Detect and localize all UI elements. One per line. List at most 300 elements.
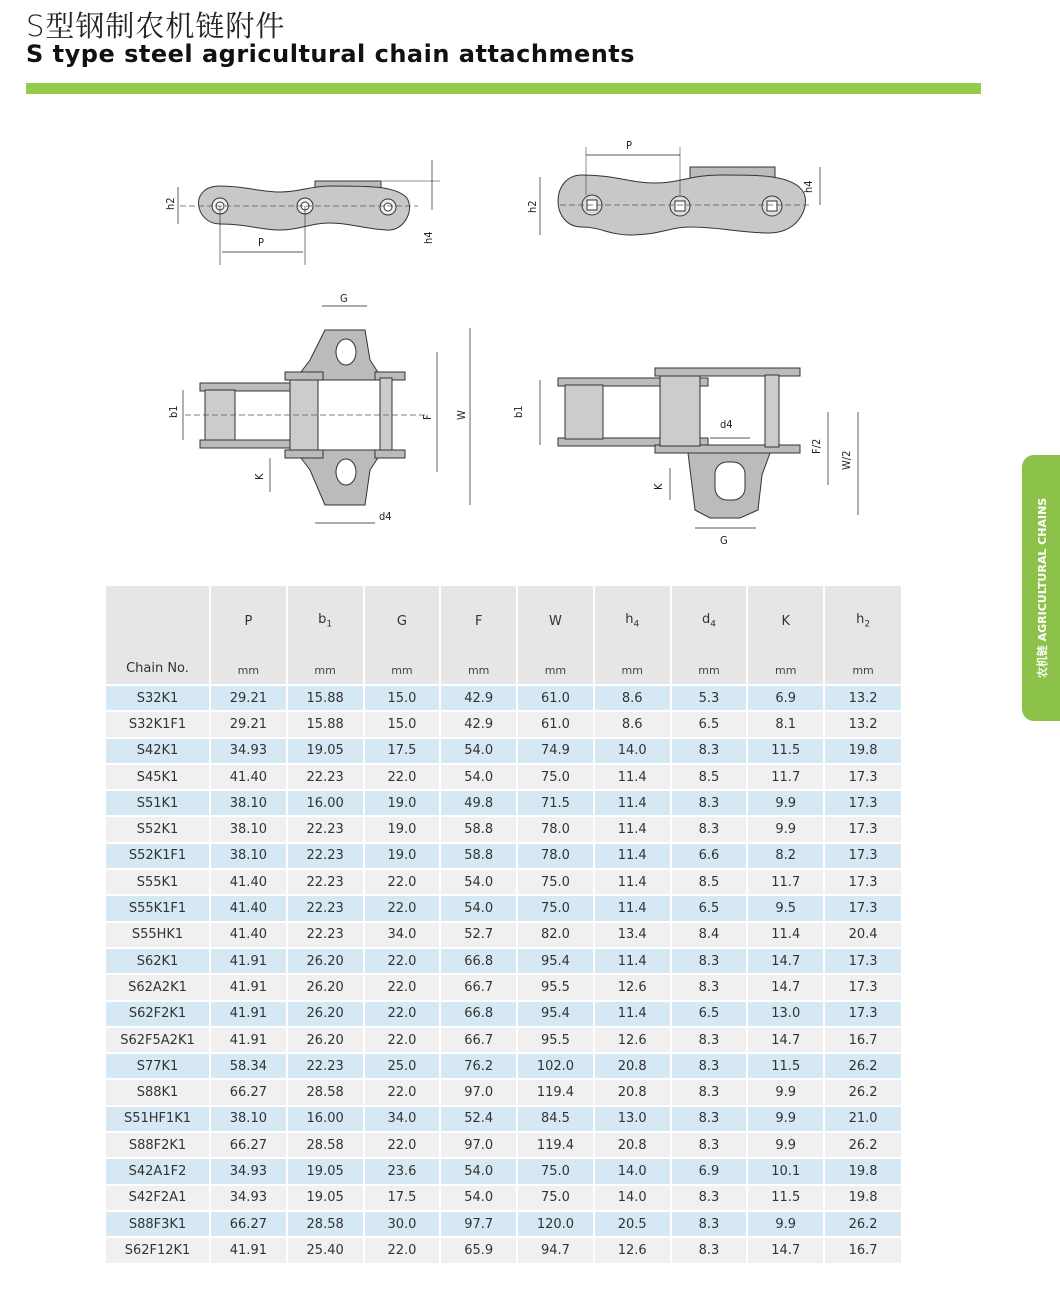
value-cell: 26.20 (287, 948, 364, 974)
value-cell: 29.21 (210, 711, 287, 737)
table-row (106, 790, 901, 816)
table-row (106, 816, 901, 842)
value-cell: 12.6 (594, 1027, 671, 1053)
value-cell: 17.3 (824, 843, 901, 869)
value-cell: 75.0 (517, 1185, 594, 1211)
dim-k-label-1: K (253, 473, 266, 480)
value-cell: 58.8 (440, 843, 517, 869)
value-cell: 9.9 (747, 790, 824, 816)
value-cell: 34.0 (364, 1106, 441, 1132)
chain-no-cell: S88F3K1 (106, 1211, 210, 1237)
value-cell: 6.5 (671, 711, 748, 737)
value-cell: 17.3 (824, 1001, 901, 1027)
value-cell: 78.0 (517, 816, 594, 842)
value-cell: 9.9 (747, 1106, 824, 1132)
dim-f-label-1: F (421, 414, 434, 420)
value-cell: 42.9 (440, 685, 517, 711)
value-cell: 28.58 (287, 1079, 364, 1105)
header-h2 (824, 586, 901, 656)
value-cell: 22.23 (287, 1053, 364, 1079)
value-cell: 6.9 (747, 685, 824, 711)
value-cell: 97.0 (440, 1132, 517, 1158)
header-chain-no: Chain No. (106, 586, 210, 685)
value-cell: 17.3 (824, 869, 901, 895)
value-cell: 10.1 (747, 1158, 824, 1184)
value-cell: 8.5 (671, 764, 748, 790)
value-cell: 8.5 (671, 869, 748, 895)
value-cell: 17.3 (824, 790, 901, 816)
table-row (106, 1132, 901, 1158)
value-cell: 102.0 (517, 1053, 594, 1079)
value-cell: 15.88 (287, 685, 364, 711)
value-cell: 28.58 (287, 1211, 364, 1237)
chain-no-cell: S55HK1 (106, 922, 210, 948)
value-cell: 11.4 (594, 790, 671, 816)
chain-no-cell: S32K1F1 (106, 711, 210, 737)
header-b1 (287, 586, 364, 656)
spec-table (106, 586, 901, 1263)
value-cell: 11.4 (594, 764, 671, 790)
header-label: W (549, 613, 562, 629)
chain-no-cell: S42K1 (106, 738, 210, 764)
value-cell: 75.0 (517, 869, 594, 895)
value-cell: 8.3 (671, 1106, 748, 1132)
value-cell: 5.3 (671, 685, 748, 711)
value-cell: 16.7 (824, 1237, 901, 1262)
table-row (106, 869, 901, 895)
value-cell: 8.3 (671, 1027, 748, 1053)
unit-cell: mm (517, 656, 594, 685)
value-cell: 11.4 (747, 922, 824, 948)
value-cell: 8.3 (671, 974, 748, 1000)
value-cell: 95.4 (517, 948, 594, 974)
value-cell: 42.9 (440, 711, 517, 737)
value-cell: 8.6 (594, 711, 671, 737)
value-cell: 19.8 (824, 1158, 901, 1184)
value-cell: 66.7 (440, 1027, 517, 1053)
chain-no-cell: S55K1 (106, 869, 210, 895)
side-tab-label: 农机链 AGRICULTURAL CHAINS (1036, 497, 1049, 679)
chain-no-cell: S62K1 (106, 948, 210, 974)
table-row (106, 1027, 901, 1053)
value-cell: 14.0 (594, 738, 671, 764)
table-row (106, 922, 901, 948)
unit-cell: mm (747, 656, 824, 685)
unit-cell: mm (440, 656, 517, 685)
value-cell: 22.0 (364, 1001, 441, 1027)
value-cell: 12.6 (594, 1237, 671, 1262)
header-d4 (671, 586, 748, 656)
value-cell: 9.9 (747, 1132, 824, 1158)
value-cell: 120.0 (517, 1211, 594, 1237)
table-header-row (106, 586, 901, 656)
value-cell: 41.91 (210, 974, 287, 1000)
value-cell: 22.23 (287, 764, 364, 790)
value-cell: 76.2 (440, 1053, 517, 1079)
table-row (106, 711, 901, 737)
value-cell: 17.5 (364, 1185, 441, 1211)
title-divider (26, 83, 981, 94)
value-cell: 17.3 (824, 974, 901, 1000)
chain-no-cell: S62F12K1 (106, 1237, 210, 1262)
value-cell: 19.8 (824, 738, 901, 764)
header-subscript: 1 (326, 619, 333, 630)
value-cell: 19.05 (287, 738, 364, 764)
value-cell: 41.40 (210, 764, 287, 790)
chain-no-cell: S88K1 (106, 1079, 210, 1105)
chain-top-view-diagram-right (510, 350, 880, 550)
value-cell: 25.40 (287, 1237, 364, 1262)
value-cell: 41.40 (210, 922, 287, 948)
value-cell: 26.20 (287, 974, 364, 1000)
value-cell: 38.10 (210, 816, 287, 842)
value-cell: 13.2 (824, 685, 901, 711)
header-label: d (701, 612, 711, 628)
value-cell: 34.0 (364, 922, 441, 948)
value-cell: 74.9 (517, 738, 594, 764)
value-cell: 22.0 (364, 1132, 441, 1158)
dim-w-label-1: W (455, 410, 468, 420)
value-cell: 38.10 (210, 843, 287, 869)
header-label: h (856, 612, 865, 628)
value-cell: 66.7 (440, 974, 517, 1000)
header-label: h (625, 612, 634, 628)
dim-h4-label-1: h4 (422, 231, 435, 244)
value-cell: 6.5 (671, 895, 748, 921)
section-side-tab (1022, 455, 1060, 721)
chain-side-view-diagram-small (160, 150, 450, 270)
value-cell: 6.6 (671, 843, 748, 869)
value-cell: 19.0 (364, 843, 441, 869)
dim-p-label-1: P (258, 236, 264, 249)
value-cell: 11.5 (747, 1185, 824, 1211)
value-cell: 8.3 (671, 1053, 748, 1079)
value-cell: 22.0 (364, 974, 441, 1000)
value-cell: 61.0 (517, 711, 594, 737)
value-cell: 19.8 (824, 1185, 901, 1211)
table-row (106, 1185, 901, 1211)
value-cell: 17.3 (824, 764, 901, 790)
value-cell: 8.3 (671, 1211, 748, 1237)
dim-k-label-2: K (652, 483, 665, 490)
dim-g-label-2: G (720, 534, 728, 547)
value-cell: 8.6 (594, 685, 671, 711)
value-cell: 9.9 (747, 816, 824, 842)
value-cell: 9.9 (747, 1079, 824, 1105)
value-cell: 119.4 (517, 1132, 594, 1158)
chain-no-cell: S55K1F1 (106, 895, 210, 921)
table-row (106, 948, 901, 974)
value-cell: 12.6 (594, 974, 671, 1000)
value-cell: 15.88 (287, 711, 364, 737)
value-cell: 9.5 (747, 895, 824, 921)
value-cell: 8.3 (671, 1237, 748, 1262)
value-cell: 22.0 (364, 895, 441, 921)
dim-h2-label-1: h2 (164, 197, 177, 210)
dim-b1-label-1: b1 (167, 405, 180, 418)
value-cell: 15.0 (364, 711, 441, 737)
page-title-english: S type steel agricultural chain attachments (26, 40, 636, 68)
value-cell: 52.4 (440, 1106, 517, 1132)
value-cell: 19.0 (364, 816, 441, 842)
header-label: F (474, 613, 483, 629)
chain-no-cell: S62A2K1 (106, 974, 210, 1000)
value-cell: 11.7 (747, 764, 824, 790)
table-row (106, 1001, 901, 1027)
value-cell: 8.1 (747, 711, 824, 737)
value-cell: 41.91 (210, 1001, 287, 1027)
value-cell: 8.3 (671, 816, 748, 842)
value-cell: 66.27 (210, 1211, 287, 1237)
value-cell: 20.4 (824, 922, 901, 948)
table-row (106, 974, 901, 1000)
value-cell: 20.8 (594, 1132, 671, 1158)
value-cell: 84.5 (517, 1106, 594, 1132)
value-cell: 66.27 (210, 1132, 287, 1158)
value-cell: 41.40 (210, 895, 287, 921)
unit-cell: mm (287, 656, 364, 685)
value-cell: 8.3 (671, 1132, 748, 1158)
header-f (440, 586, 517, 656)
chain-no-cell: S51HF1K1 (106, 1106, 210, 1132)
value-cell: 13.0 (594, 1106, 671, 1132)
value-cell: 26.20 (287, 1001, 364, 1027)
value-cell: 58.34 (210, 1053, 287, 1079)
value-cell: 78.0 (517, 843, 594, 869)
value-cell: 17.5 (364, 738, 441, 764)
header-g (364, 586, 441, 656)
dim-d4-label-2: d4 (720, 418, 733, 431)
header-label: b (318, 612, 327, 628)
chain-no-cell: S62F5A2K1 (106, 1027, 210, 1053)
value-cell: 97.7 (440, 1211, 517, 1237)
header-subscript: 2 (864, 619, 871, 630)
value-cell: 20.8 (594, 1053, 671, 1079)
value-cell: 15.0 (364, 685, 441, 711)
value-cell: 38.10 (210, 1106, 287, 1132)
value-cell: 54.0 (440, 895, 517, 921)
value-cell: 66.27 (210, 1079, 287, 1105)
table-row (106, 1106, 901, 1132)
value-cell: 61.0 (517, 685, 594, 711)
chain-no-cell: S88F2K1 (106, 1132, 210, 1158)
value-cell: 52.7 (440, 922, 517, 948)
value-cell: 22.23 (287, 922, 364, 948)
value-cell: 14.0 (594, 1158, 671, 1184)
value-cell: 22.0 (364, 869, 441, 895)
value-cell: 30.0 (364, 1211, 441, 1237)
unit-cell: mm (671, 656, 748, 685)
value-cell: 23.6 (364, 1158, 441, 1184)
value-cell: 34.93 (210, 1185, 287, 1211)
chain-no-cell: S45K1 (106, 764, 210, 790)
value-cell: 11.4 (594, 1001, 671, 1027)
header-k (747, 586, 824, 656)
dim-d4-label-1: d4 (379, 510, 392, 523)
value-cell: 26.2 (824, 1079, 901, 1105)
value-cell: 94.7 (517, 1237, 594, 1262)
table-row (106, 843, 901, 869)
value-cell: 14.7 (747, 974, 824, 1000)
value-cell: 41.91 (210, 1027, 287, 1053)
dim-w-half-label: W/2 (840, 450, 853, 470)
header-subscript: 4 (633, 619, 640, 630)
value-cell: 16.7 (824, 1027, 901, 1053)
unit-cell: mm (824, 656, 901, 685)
value-cell: 75.0 (517, 1158, 594, 1184)
value-cell: 8.3 (671, 790, 748, 816)
value-cell: 11.5 (747, 1053, 824, 1079)
table-row (106, 1158, 901, 1184)
unit-cell: mm (210, 656, 287, 685)
value-cell: 41.40 (210, 869, 287, 895)
value-cell: 54.0 (440, 1185, 517, 1211)
table-row (106, 685, 901, 711)
chain-no-cell: S77K1 (106, 1053, 210, 1079)
value-cell: 8.3 (671, 1185, 748, 1211)
header-subscript: 4 (710, 619, 716, 630)
value-cell: 29.21 (210, 685, 287, 711)
dim-h4-label-2: h4 (802, 180, 815, 193)
value-cell: 82.0 (517, 922, 594, 948)
value-cell: 9.9 (747, 1211, 824, 1237)
chain-no-cell: S42A1F2 (106, 1158, 210, 1184)
value-cell: 8.3 (671, 1079, 748, 1105)
chain-no-cell: S62F2K1 (106, 1001, 210, 1027)
header-label: K (781, 613, 790, 629)
dim-b1-label-2: b1 (512, 405, 525, 418)
value-cell: 22.23 (287, 895, 364, 921)
header-w (517, 586, 594, 656)
value-cell: 14.7 (747, 948, 824, 974)
dim-p-label-2: P (626, 139, 632, 152)
chain-no-cell: S52K1F1 (106, 843, 210, 869)
dim-h2-label-2: h2 (526, 200, 539, 213)
chain-no-cell: S42F2A1 (106, 1185, 210, 1211)
value-cell: 28.58 (287, 1132, 364, 1158)
table-row (106, 738, 901, 764)
value-cell: 97.0 (440, 1079, 517, 1105)
table-row (106, 1053, 901, 1079)
chain-no-cell: S32K1 (106, 685, 210, 711)
value-cell: 14.7 (747, 1027, 824, 1053)
value-cell: 14.7 (747, 1237, 824, 1262)
chain-side-view-diagram-large (520, 135, 830, 245)
value-cell: 11.4 (594, 843, 671, 869)
value-cell: 6.9 (671, 1158, 748, 1184)
value-cell: 22.0 (364, 764, 441, 790)
value-cell: 75.0 (517, 764, 594, 790)
value-cell: 41.91 (210, 948, 287, 974)
value-cell: 11.4 (594, 816, 671, 842)
value-cell: 20.8 (594, 1079, 671, 1105)
unit-cell: mm (364, 656, 441, 685)
value-cell: 71.5 (517, 790, 594, 816)
header-label: G (396, 613, 407, 629)
chain-top-view-diagram-left (165, 290, 485, 530)
value-cell: 11.7 (747, 869, 824, 895)
value-cell: 11.4 (594, 895, 671, 921)
value-cell: 20.5 (594, 1211, 671, 1237)
value-cell: 22.23 (287, 869, 364, 895)
value-cell: 11.4 (594, 869, 671, 895)
value-cell: 41.91 (210, 1237, 287, 1262)
value-cell: 95.5 (517, 974, 594, 1000)
value-cell: 26.2 (824, 1053, 901, 1079)
value-cell: 22.0 (364, 1237, 441, 1262)
value-cell: 34.93 (210, 738, 287, 764)
value-cell: 19.05 (287, 1158, 364, 1184)
value-cell: 19.0 (364, 790, 441, 816)
value-cell: 8.3 (671, 738, 748, 764)
dim-g-label-1: G (340, 292, 348, 305)
value-cell: 21.0 (824, 1106, 901, 1132)
value-cell: 13.0 (747, 1001, 824, 1027)
table-row (106, 1079, 901, 1105)
value-cell: 22.0 (364, 1027, 441, 1053)
chain-no-cell: S51K1 (106, 790, 210, 816)
value-cell: 22.0 (364, 1079, 441, 1105)
value-cell: 13.2 (824, 711, 901, 737)
dim-f-half-label: F/2 (810, 438, 823, 454)
chain-no-cell: S52K1 (106, 816, 210, 842)
value-cell: 13.4 (594, 922, 671, 948)
table-row (106, 1237, 901, 1262)
header-h4 (594, 586, 671, 656)
header-p (210, 586, 287, 656)
value-cell: 26.2 (824, 1211, 901, 1237)
value-cell: 22.0 (364, 948, 441, 974)
value-cell: 22.23 (287, 816, 364, 842)
value-cell: 49.8 (440, 790, 517, 816)
value-cell: 17.3 (824, 948, 901, 974)
value-cell: 17.3 (824, 816, 901, 842)
table-unit-row (106, 656, 901, 685)
value-cell: 95.4 (517, 1001, 594, 1027)
value-cell: 119.4 (517, 1079, 594, 1105)
value-cell: 54.0 (440, 1158, 517, 1184)
header-label: P (244, 613, 253, 629)
value-cell: 25.0 (364, 1053, 441, 1079)
value-cell: 16.00 (287, 1106, 364, 1132)
value-cell: 38.10 (210, 790, 287, 816)
value-cell: 95.5 (517, 1027, 594, 1053)
value-cell: 8.4 (671, 922, 748, 948)
value-cell: 65.9 (440, 1237, 517, 1262)
value-cell: 54.0 (440, 869, 517, 895)
page-title-chinese: S型钢制农机链附件 (26, 9, 286, 43)
value-cell: 26.2 (824, 1132, 901, 1158)
value-cell: 6.5 (671, 1001, 748, 1027)
value-cell: 8.2 (747, 843, 824, 869)
unit-cell: mm (594, 656, 671, 685)
value-cell: 58.8 (440, 816, 517, 842)
value-cell: 16.00 (287, 790, 364, 816)
value-cell: 8.3 (671, 948, 748, 974)
value-cell: 11.4 (594, 948, 671, 974)
value-cell: 22.23 (287, 843, 364, 869)
table-row (106, 1211, 901, 1237)
table-row (106, 895, 901, 921)
value-cell: 14.0 (594, 1185, 671, 1211)
value-cell: 34.93 (210, 1158, 287, 1184)
value-cell: 54.0 (440, 738, 517, 764)
value-cell: 11.5 (747, 738, 824, 764)
value-cell: 26.20 (287, 1027, 364, 1053)
value-cell: 66.8 (440, 1001, 517, 1027)
value-cell: 66.8 (440, 948, 517, 974)
value-cell: 19.05 (287, 1185, 364, 1211)
